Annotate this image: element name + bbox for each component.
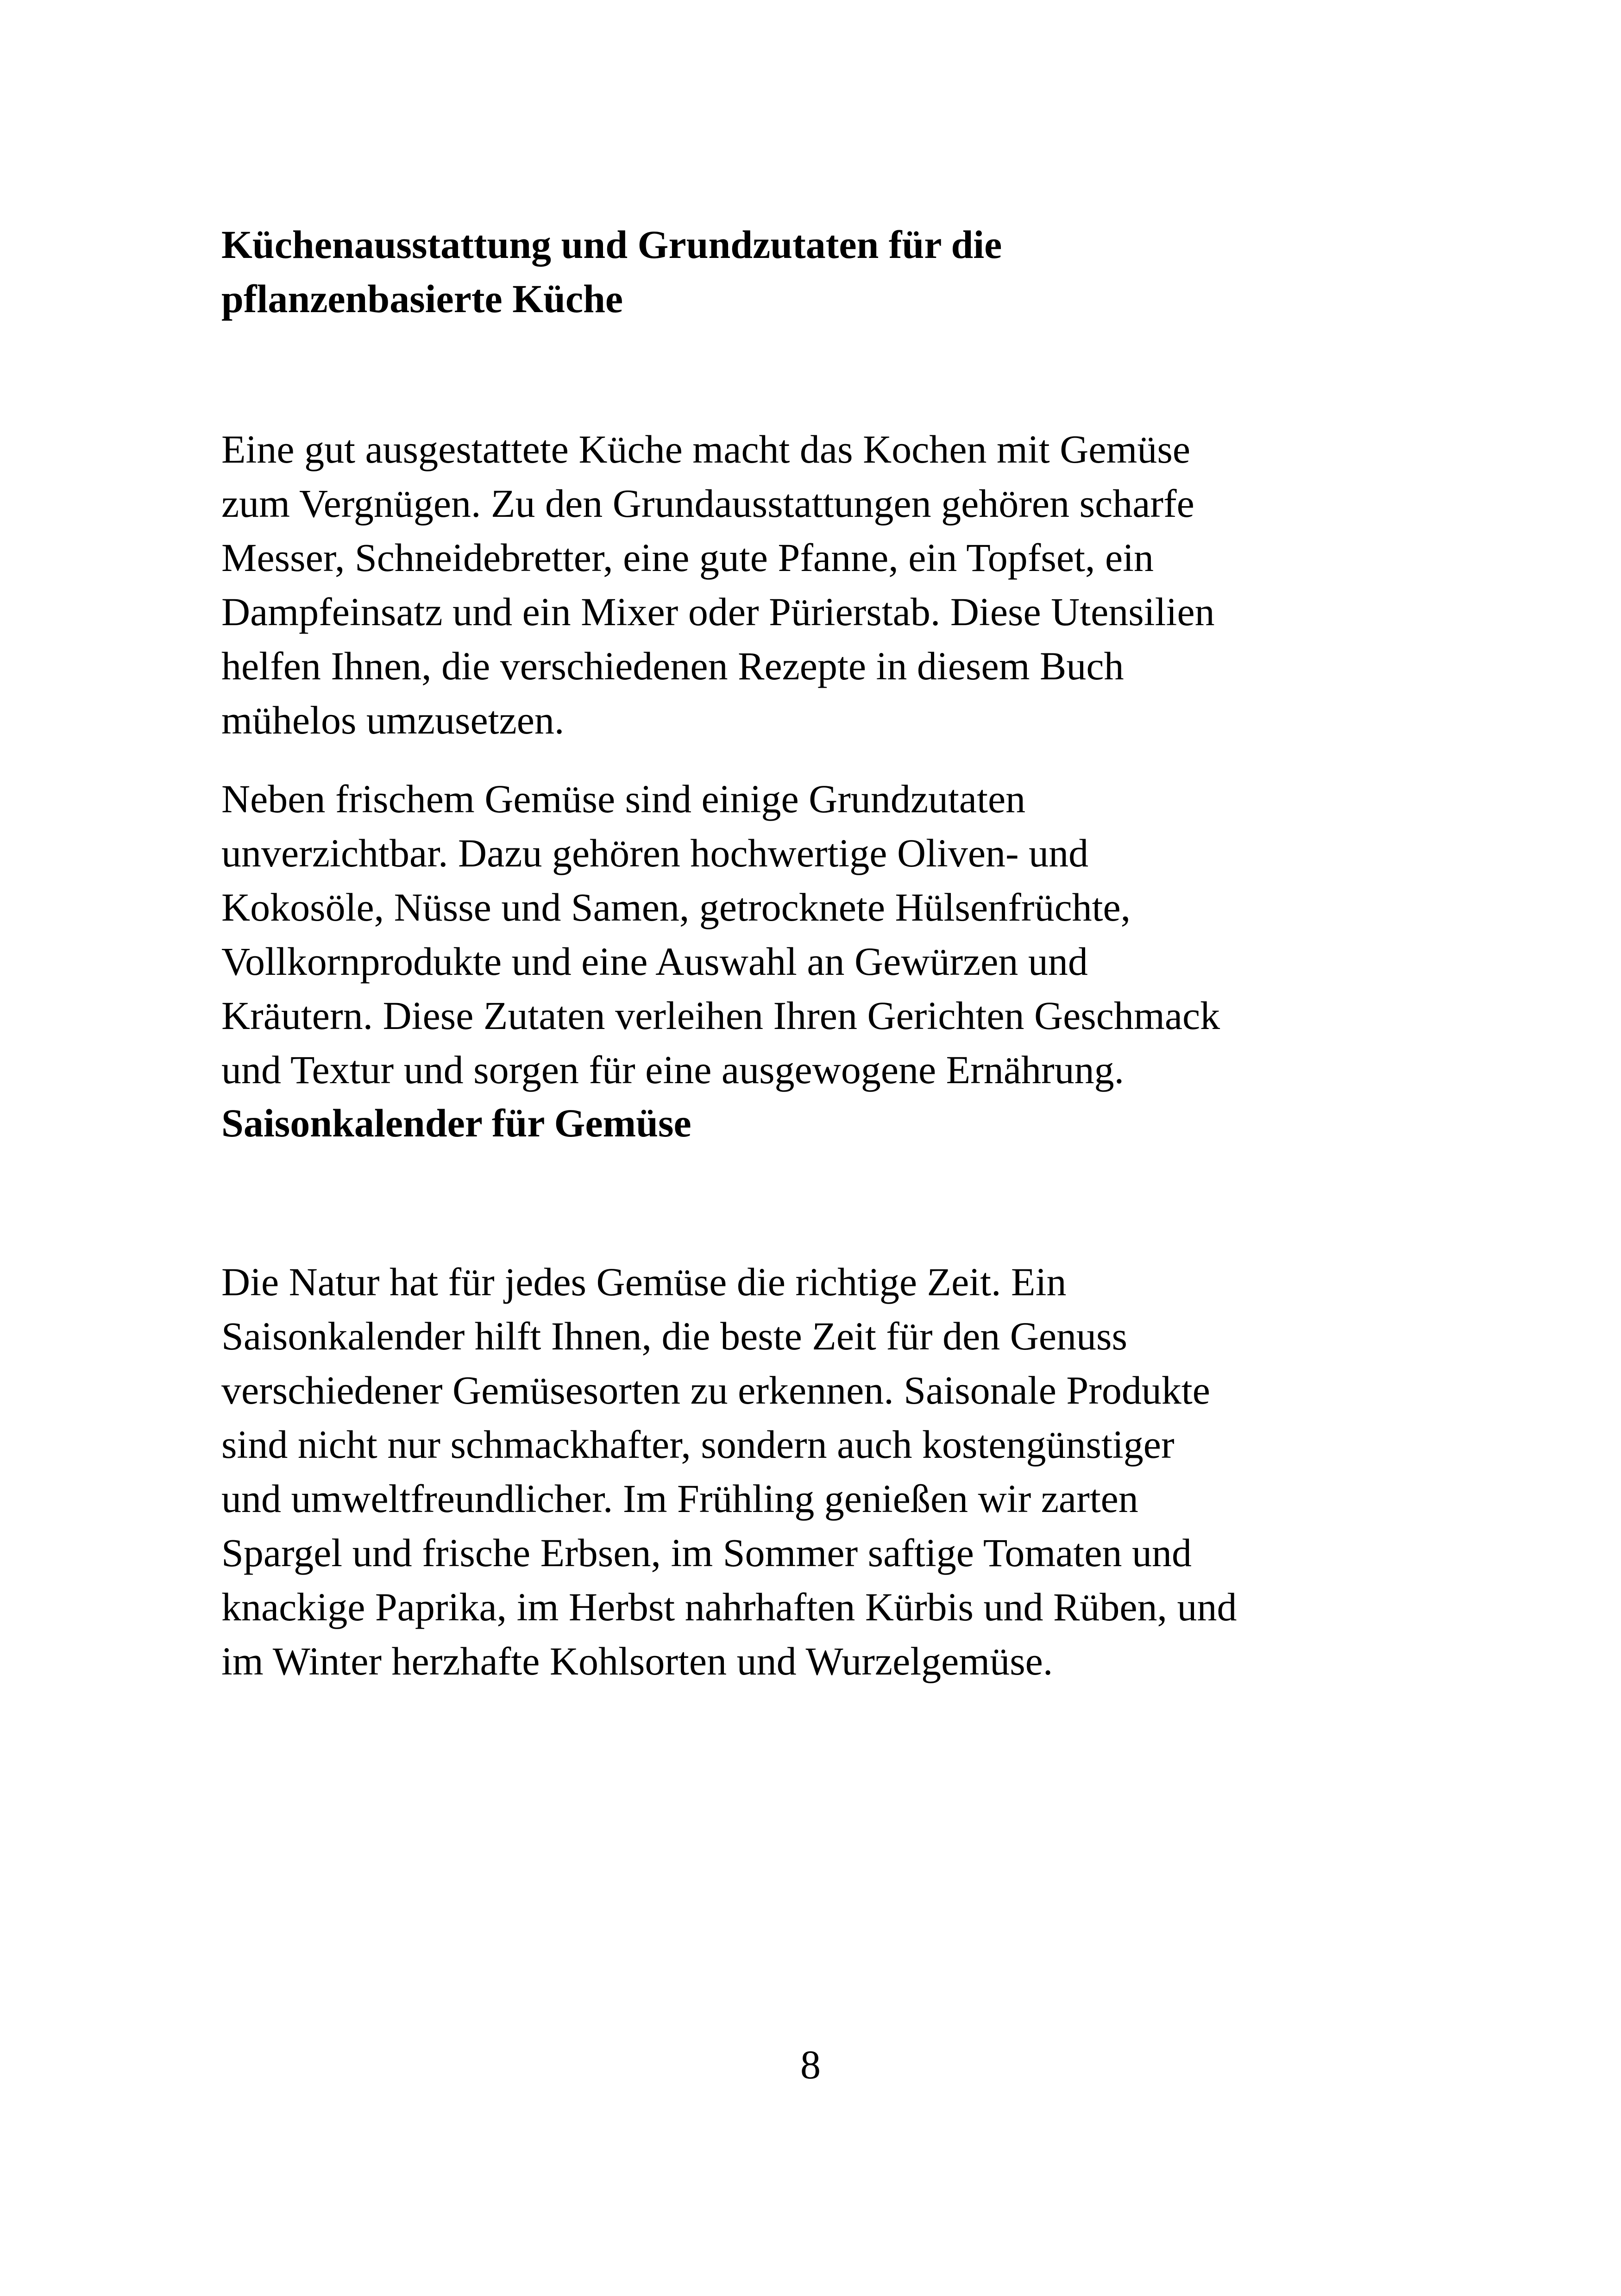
paragraph-kitchen-equipment: Eine gut ausgestattete Küche macht das Kochen mit Gemüse zum Vergnügen. Zu den Grundausstattungen gehören scharfe Messer, Schneidebretter, eine gute Pfanne, ein Topfset, ein Dampfeinsatz und ein Mixer oder Pürierstab. Diese Utensilien helfen Ihnen, die verschiedenen Rezepte in diesem Buch mühelos umzusetzen. [221, 427, 1215, 742]
section-heading-season-calendar: Saisonkalender für Gemüse [221, 1101, 691, 1145]
page-number: 8 [800, 2043, 821, 2088]
paragraph-basic-ingredients: Neben frischem Gemüse sind einige Grundzutaten unverzichtbar. Dazu gehören hochwertige Oliven- und Kokosöle, Nüsse und Samen, getrocknete Hülsenfrüchte, Vollkornprodukte und eine Auswahl an Gewürzen und Kräutern. Diese Zutaten verleihen Ihren Gerichten Geschmack und Textur und sorgen für eine ausgewogene Ernährung. [221, 777, 1220, 1092]
section-heading-kitchen-equipment: Küchenausstattung und Grundzutaten für die pflanzenbasierte Küche [221, 222, 1002, 321]
paragraph-season-calendar: Die Natur hat für jedes Gemüse die richtige Zeit. Ein Saisonkalender hilft Ihnen, die beste Zeit für den Genuss verschiedener Gemüsesorten zu erkennen. Saisonale Produkte sind nicht nur schmackhafter, sondern auch kostengünstiger und umweltfreundlicher. Im Frühling genießen wir zarten Spargel und frische Erbsen, im Sommer saftige Tomaten und knackige Paprika, im Herbst nahrhaften Kürbis und Rüben, und im Winter herzhafte Kohlsorten und Wurzelgemüse. [221, 1260, 1237, 1683]
